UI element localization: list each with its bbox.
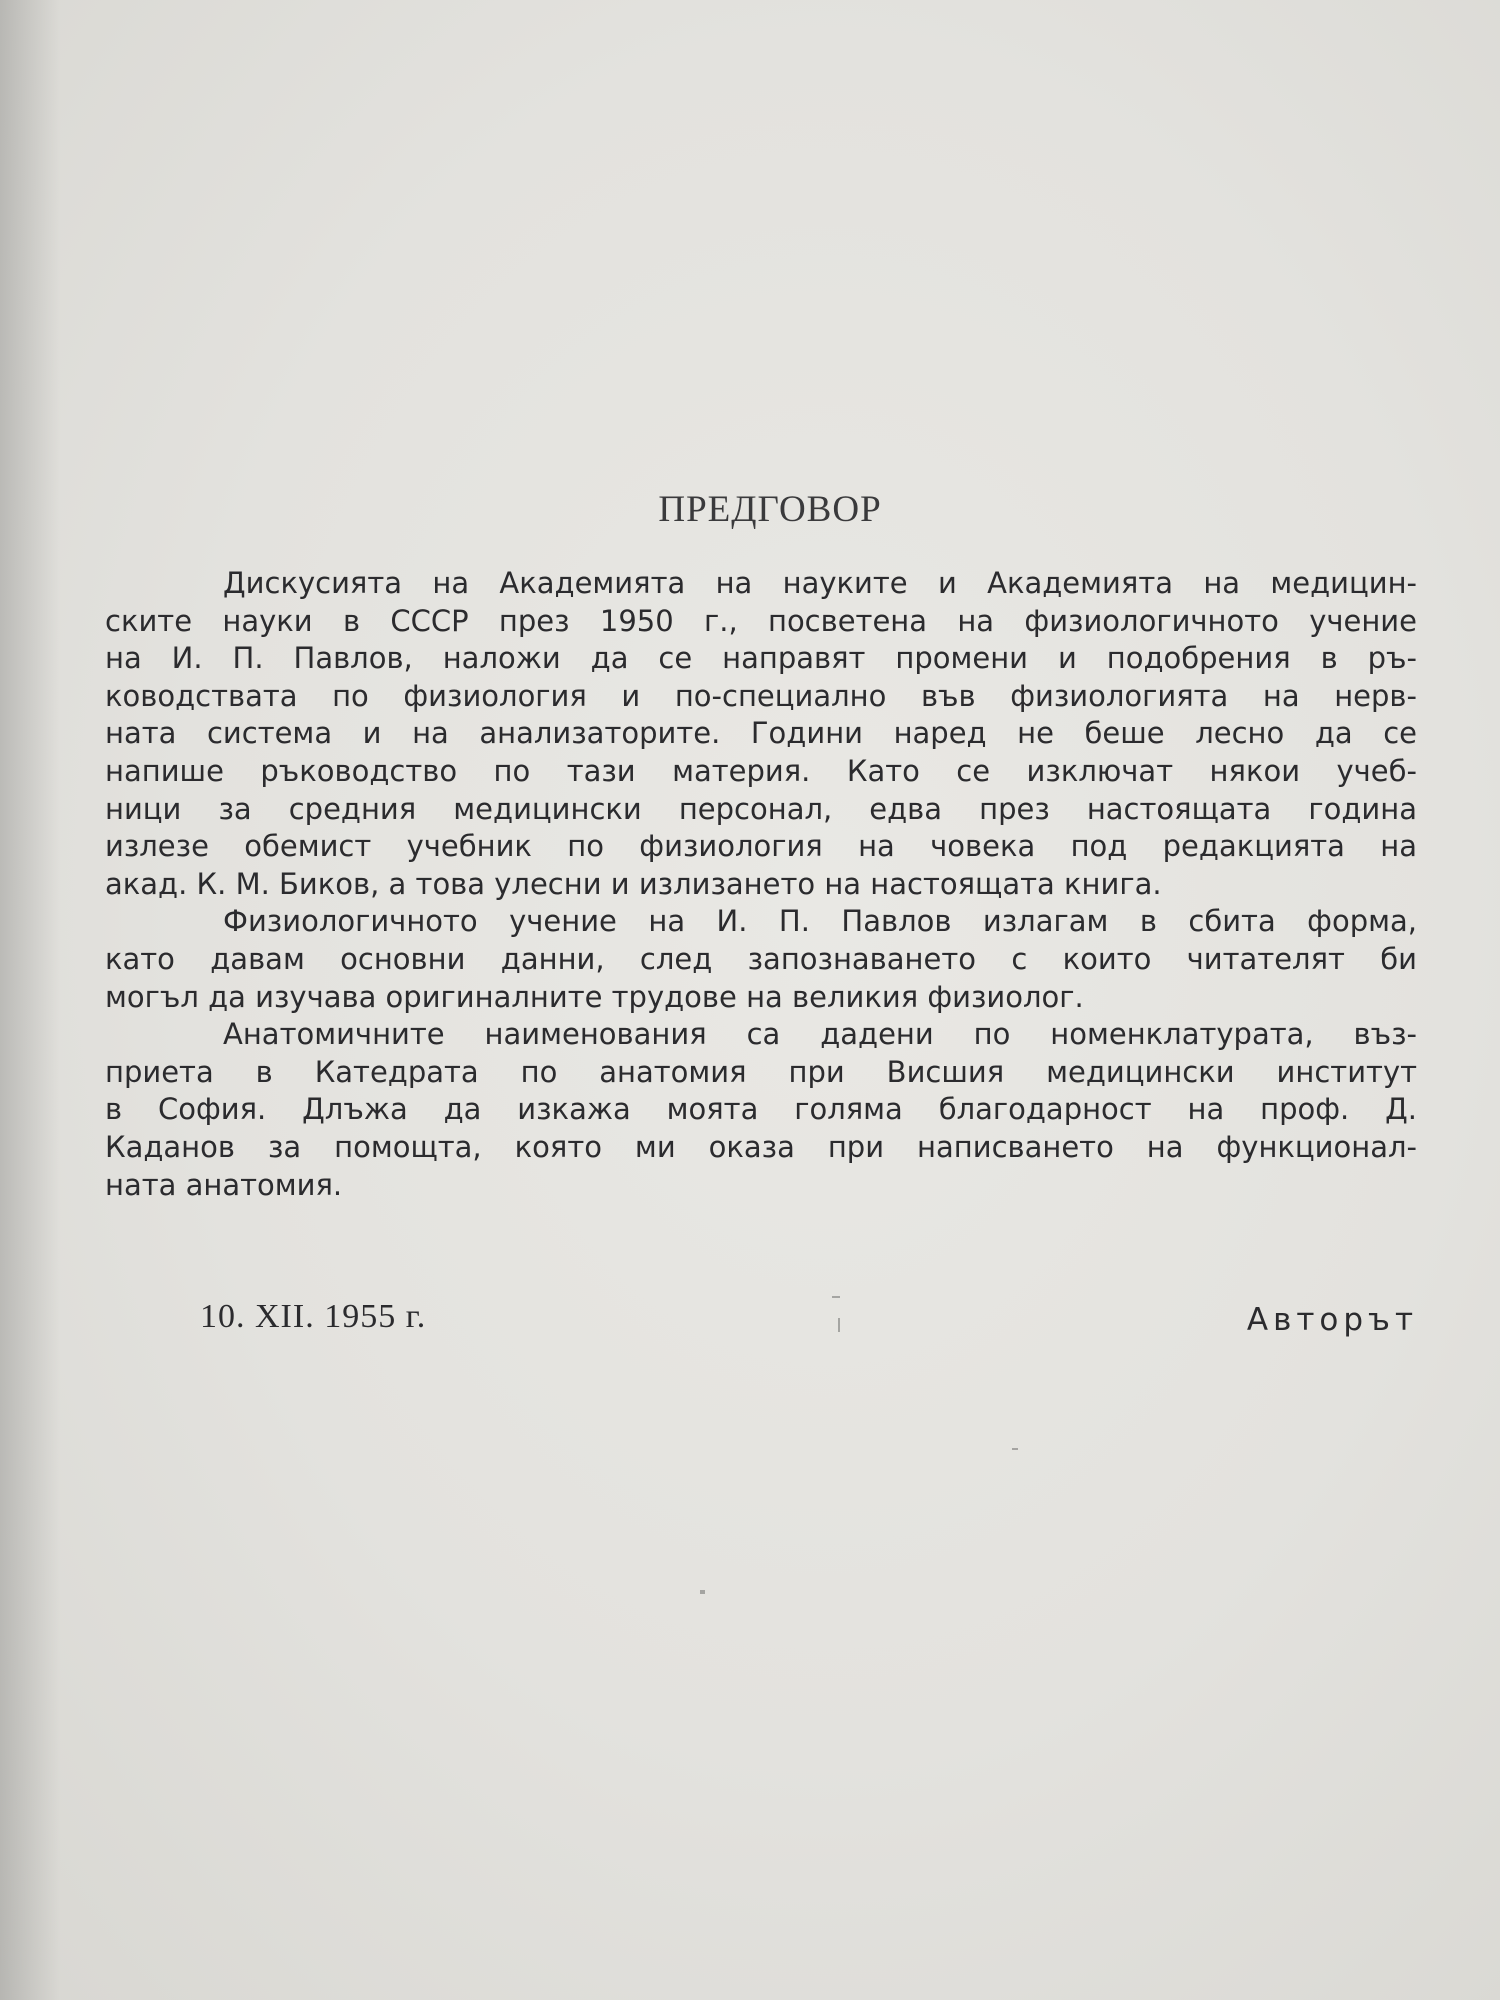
text-line: на И. П. Павлов, наложи да се направят промени и подобрения в ръ- (105, 641, 1417, 676)
page-edge-shadow (0, 0, 60, 2000)
paper-speck (1012, 1448, 1018, 1450)
text-line: ната система и на анализаторите. Години наред не беше лесно да се (105, 716, 1417, 751)
text-line: Каданов за помощта, която ми оказа при написването на функционал- (105, 1129, 1417, 1164)
text-line: ници за средния медицински персонал, едва през настоящата година (105, 791, 1417, 826)
page-title: ПРЕДГОВОР (658, 489, 882, 530)
preface-body (105, 565, 1417, 1204)
text-line: ските науки в СССР през 1950 г., посветена на физиологичното учение (105, 603, 1417, 638)
paper-speck (838, 1318, 840, 1332)
text-line: могъл да изучава оригиналните трудове на великия физиолог. (105, 979, 1084, 1014)
text-line: ководствата по физиология и по-специално във физиологията на нерв- (105, 678, 1417, 713)
text-line: акад. К. М. Биков, а това улесни и излизането на настоящата книга. (105, 866, 1162, 901)
text-line: Физиологичното учение на И. П. Павлов излагам в сбита форма, (223, 904, 1417, 939)
text-line: приета в Катедрата по анатомия при Висшия медицински институт (105, 1054, 1417, 1089)
text-line: като давам основни данни, след запознаването с които читателят би (105, 941, 1417, 976)
text-line: в София. Длъжа да изкажа моята голяма благодарност на проф. Д. (105, 1092, 1417, 1127)
text-line: излезе обемист учебник по физиология на човека под редакцията на (105, 829, 1417, 864)
text-line: напише ръководство по тази материя. Като се изключат някои учеб- (105, 753, 1417, 788)
paper-speck (832, 1296, 840, 1298)
preface-date: 10. XII. 1955 г. (200, 1298, 427, 1335)
preface-author: Авторът (1246, 1302, 1418, 1338)
text-line: Дискусията на Академията на науките и Академията на медицин- (223, 566, 1417, 600)
text-line: Анатомичните наименования са дадени по номенклатурата, въз- (223, 1017, 1417, 1052)
paper-speck (700, 1590, 705, 1594)
text-line: ната анатомия. (105, 1167, 343, 1202)
